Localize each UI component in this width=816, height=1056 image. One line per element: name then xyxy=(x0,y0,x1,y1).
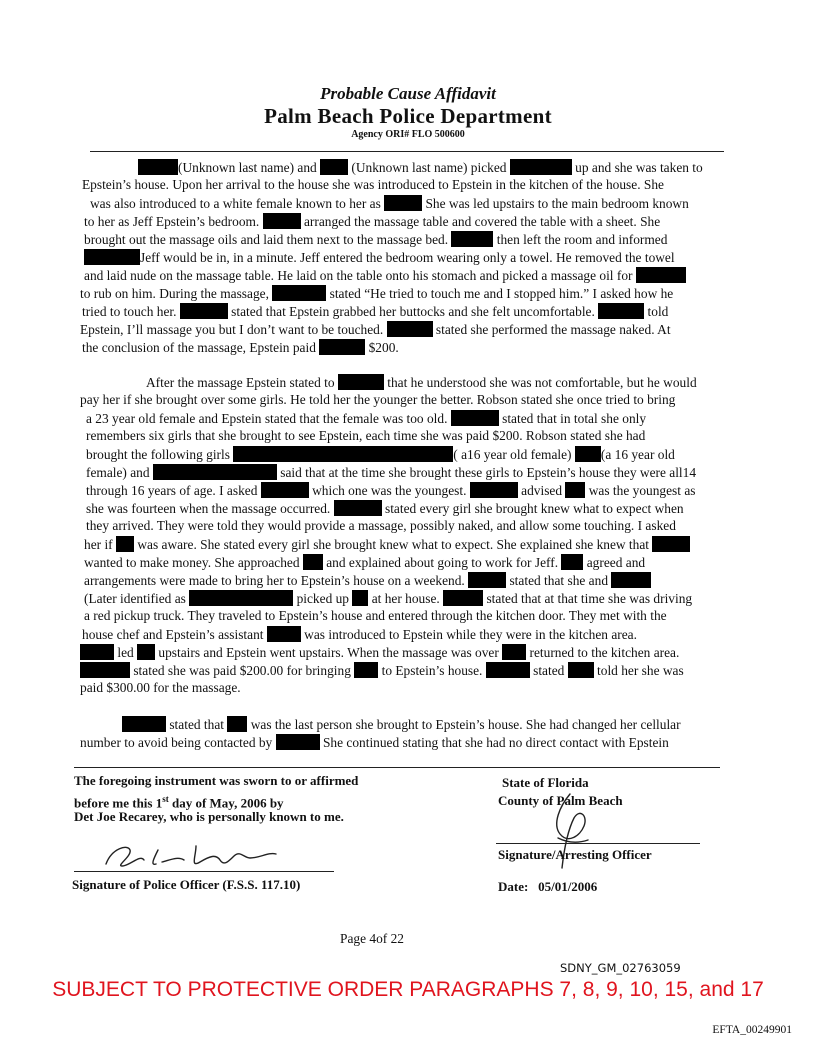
redaction-box xyxy=(276,734,320,750)
text-segment: told her she was xyxy=(593,663,684,678)
text-line xyxy=(90,195,689,212)
text-segment: arranged the massage table and covered the table with a sheet. She xyxy=(300,214,661,229)
redaction-box xyxy=(470,482,518,498)
redaction-box xyxy=(272,285,326,301)
text-segment: picked up xyxy=(293,591,353,606)
protective-order-notice: SUBJECT TO PROTECTIVE ORDER PARAGRAPHS 7, 8, 9, 10, 15, and 17 xyxy=(52,978,764,1001)
text-line xyxy=(84,231,667,248)
redaction-box xyxy=(180,303,228,319)
text-line: pay her if she brought over some girls. He told her the younger the better. Robson stated she once tried to bring xyxy=(80,392,676,407)
text-line xyxy=(82,626,637,643)
text-line: remembers six girls that she brought to see Epstein, each time she was paid $200. Robson stated she had xyxy=(86,428,646,443)
redaction-box xyxy=(468,572,506,588)
redaction-box xyxy=(138,159,178,175)
text-segment: agreed and xyxy=(583,555,646,570)
redaction-box xyxy=(261,482,309,498)
text-line xyxy=(82,339,399,356)
text-segment: brought the following girls xyxy=(86,447,234,462)
text-segment: and explained about going to work for Jeff. xyxy=(322,555,562,570)
text-line xyxy=(84,267,686,284)
date-value: 05/01/2006 xyxy=(538,879,598,894)
arresting-officer-signature-label: Signature/Arresting Officer xyxy=(498,847,652,862)
page-total: of 22 xyxy=(376,931,404,946)
redaction-box xyxy=(338,374,384,390)
text-line xyxy=(146,374,697,391)
text-segment: was introduced to Epstein while they were in the kitchen area. xyxy=(300,627,637,642)
text-segment: brought out the massage oils and laid them next to the massage bed. xyxy=(84,232,452,247)
redaction-box xyxy=(387,321,433,337)
redaction-box xyxy=(303,554,323,570)
text-line xyxy=(80,285,673,302)
department-name: Palm Beach Police Department xyxy=(264,104,552,128)
text-segment: returned to the kitchen area. xyxy=(526,645,680,660)
redaction-box xyxy=(575,446,601,462)
text-line xyxy=(80,644,679,661)
redaction-box xyxy=(565,482,585,498)
oath-date-ordinal: st xyxy=(162,794,169,804)
page-number xyxy=(340,931,404,947)
text-segment: through 16 years of age. I asked xyxy=(86,483,261,498)
page-current: 4 xyxy=(369,931,377,946)
bates-number: SDNY_GM_02763059 xyxy=(560,961,681,975)
redaction-box xyxy=(122,716,166,732)
signature-line xyxy=(496,843,700,844)
police-officer-signature xyxy=(100,836,290,876)
redaction-box xyxy=(451,410,499,426)
text-segment: tried to touch her. xyxy=(82,304,180,319)
text-segment: to her as Jeff Epstein’s bedroom. xyxy=(84,214,263,229)
text-segment: She continued stating that she had no direct contact with Epstein xyxy=(319,735,669,750)
redaction-box xyxy=(510,159,572,175)
redaction-box xyxy=(80,644,114,660)
signature-line xyxy=(74,871,334,872)
text-line xyxy=(84,590,692,607)
redaction-box xyxy=(137,644,155,660)
text-line: a red pickup truck. They traveled to Epstein’s house and entered through the kitchen door. They met with the xyxy=(84,608,667,623)
text-segment: (Unknown last name) and xyxy=(178,160,321,175)
text-segment: stated xyxy=(529,663,568,678)
oath-line-3: Det Joe Recarey, who is personally known to me. xyxy=(74,809,344,824)
agency-ori: Agency ORI# FLO 500600 xyxy=(351,129,465,140)
text-segment: stated that in total she only xyxy=(498,411,647,426)
header-rule xyxy=(90,151,724,152)
text-segment: stated that Epstein grabbed her buttocks and she felt uncomfortable. xyxy=(227,304,599,319)
text-segment: the conclusion of the massage, Epstein paid xyxy=(82,340,320,355)
text-segment: stated that xyxy=(166,717,228,732)
text-segment: which one was the youngest. xyxy=(308,483,470,498)
text-segment: upstairs and Epstein went upstairs. When the massage was over xyxy=(155,645,503,660)
text-segment: $200. xyxy=(365,340,399,355)
text-segment: house chef and Epstein’s assistant xyxy=(82,627,267,642)
text-segment: that he understood she was not comfortable, but he would xyxy=(383,375,697,390)
redaction-box xyxy=(451,231,493,247)
redaction-box xyxy=(320,159,348,175)
text-segment: (Unknown last name) picked xyxy=(348,160,510,175)
county-label: County of Palm Beach xyxy=(498,793,623,808)
state-label: State of Florida xyxy=(502,775,589,790)
text-line xyxy=(84,536,690,553)
text-line xyxy=(82,303,668,320)
text-segment: After the massage Epstein stated to xyxy=(146,375,338,390)
text-line xyxy=(86,464,696,481)
text-line xyxy=(80,734,669,751)
redaction-box xyxy=(84,249,140,265)
redaction-box xyxy=(263,213,301,229)
redaction-box xyxy=(319,339,365,355)
text-segment: was the last person she brought to Epstein’s house. She had changed her cellular xyxy=(247,717,681,732)
redaction-box xyxy=(561,554,583,570)
text-segment: ( a16 year old female) xyxy=(453,447,575,462)
redaction-box xyxy=(116,536,134,552)
text-segment: stated that she and xyxy=(506,573,612,588)
text-segment: She was led upstairs to the main bedroom known xyxy=(422,196,689,211)
redaction-box xyxy=(598,303,644,319)
text-segment: stated every girl she brought knew what to expect when xyxy=(381,501,684,516)
text-segment: advised xyxy=(517,483,566,498)
text-segment: to Epstein’s house. xyxy=(378,663,486,678)
text-line xyxy=(86,500,684,517)
oath-date-suffix: day of May, 2006 by xyxy=(168,795,284,811)
date-label: Date: xyxy=(498,879,529,894)
text-segment: said that at the time she brought these girls to Epstein’s house they were all14 xyxy=(276,465,697,480)
redaction-box xyxy=(334,500,382,516)
redaction-box xyxy=(227,716,247,732)
redaction-box xyxy=(568,662,594,678)
text-segment: and laid nude on the massage table. He laid on the table onto his stomach and picked a massage oil for xyxy=(84,268,636,283)
text-segment: Epstein, I’ll massage you but I don’t want to be touched. xyxy=(80,322,387,337)
police-officer-signature-label: Signature of Police Officer (F.S.S. 117.10) xyxy=(72,877,301,892)
redaction-box xyxy=(352,590,368,606)
redaction-box xyxy=(80,662,130,678)
redaction-box xyxy=(636,267,686,283)
redaction-box xyxy=(153,464,277,480)
text-line xyxy=(84,213,660,230)
text-line xyxy=(122,716,681,733)
footer-rule xyxy=(74,767,720,768)
text-segment: number to avoid being contacted by xyxy=(80,735,276,750)
redaction-box xyxy=(652,536,690,552)
text-segment: was the youngest as xyxy=(585,483,696,498)
redaction-box xyxy=(267,626,301,642)
text-segment: her if xyxy=(84,537,116,552)
text-segment: was also introduced to a white female known to her as xyxy=(90,196,385,211)
text-line xyxy=(138,159,703,176)
redaction-box xyxy=(443,590,483,606)
text-segment: to rub on him. During the massage, xyxy=(80,286,273,301)
text-line: they arrived. They were told they would provide a massage, possibly naked, and allow some touching. I asked xyxy=(86,518,676,533)
redaction-box xyxy=(384,195,422,211)
text-segment: Jeff would be in, in a minute. Jeff entered the bedroom wearing only a towel. He removed the towel xyxy=(140,250,675,265)
text-segment: stated she was paid $200.00 for bringing xyxy=(130,663,355,678)
text-line xyxy=(80,662,684,679)
text-line xyxy=(84,572,651,589)
text-line xyxy=(86,446,675,463)
text-segment: was aware. She stated every girl she brought knew what to expect. She explained she knew that xyxy=(133,537,653,552)
text-line xyxy=(86,410,646,427)
page-prefix: Page xyxy=(340,931,370,946)
text-segment: female) and xyxy=(86,465,153,480)
redaction-box xyxy=(354,662,378,678)
redaction-box xyxy=(233,446,453,462)
text-segment: at her house. xyxy=(368,591,444,606)
text-segment: (Later identified as xyxy=(84,591,190,606)
text-line: paid $300.00 for the massage. xyxy=(80,680,241,695)
text-line xyxy=(80,321,671,338)
text-segment: she was fourteen when the massage occurred. xyxy=(86,501,334,516)
oath-line-1: The foregoing instrument was sworn to or affirmed xyxy=(74,773,359,788)
document-title: Probable Cause Affidavit xyxy=(320,84,496,103)
redaction-box xyxy=(611,572,651,588)
text-line xyxy=(84,249,675,266)
text-line xyxy=(84,554,645,571)
text-segment: led xyxy=(114,645,138,660)
redaction-box xyxy=(486,662,530,678)
redaction-box xyxy=(189,590,293,606)
text-segment: arrangements were made to bring her to Epstein’s house on a weekend. xyxy=(84,573,469,588)
text-segment: up and she was taken to xyxy=(571,160,703,175)
date-field xyxy=(498,878,597,896)
text-segment: wanted to make money. She approached xyxy=(84,555,303,570)
text-line: Epstein’s house. Upon her arrival to the house she was introduced to Epstein in the kitchen of the house. She xyxy=(82,177,664,192)
oath-date-prefix: before me this 1 xyxy=(74,795,163,811)
text-segment: stated that at that time she was driving xyxy=(483,591,693,606)
text-segment: stated “He tried to touch me and I stopped him.” I asked how he xyxy=(326,286,674,301)
text-segment: (a 16 year old xyxy=(600,447,675,462)
redaction-box xyxy=(502,644,526,660)
text-segment: then left the room and informed xyxy=(493,232,668,247)
text-line xyxy=(86,482,696,499)
efta-number: EFTA_00249901 xyxy=(712,1024,792,1036)
text-segment: a 23 year old female and Epstein stated that the female was too old. xyxy=(86,411,451,426)
text-segment: told xyxy=(644,304,669,319)
text-segment: stated she performed the massage naked. At xyxy=(432,322,671,337)
